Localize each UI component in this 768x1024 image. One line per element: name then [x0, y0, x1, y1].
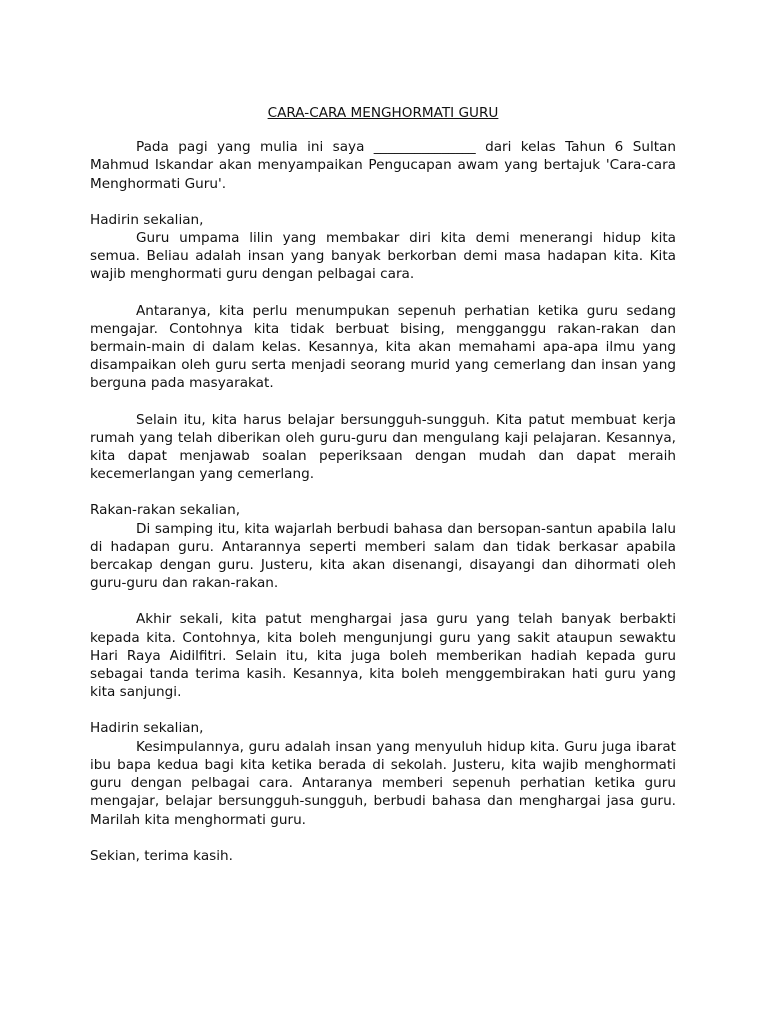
document-page [90, 104, 676, 865]
paragraph-7: Kesimpulannya, guru adalah insan yang menyuluh hidup kita. Guru juga ibarat ibu bapa kedua bagi kita ketika berada di sekolah. Justeru, kita wajib menghormati guru dengan pelbagai cara. Antaranya memberi sepenuh perhatian ketika guru mengajar, belajar bersungguh-sungguh, berbudi bahasa dan menghargai jasa guru. Marilah kita menghormati guru. [90, 738, 676, 828]
paragraph-4: Selain itu, kita harus belajar bersungguh-sungguh. Kita patut membuat kerja rumah yang telah diberikan oleh guru-guru dan mengulang kaji pelajaran. Kesannya, kita dapat menjawab soalan peperiksaan dengan mudah dan dapat meraih kecemerlangan yang cemerlang. [90, 411, 676, 483]
greeting-2: Rakan-rakan sekalian, [90, 502, 241, 519]
paragraph-3: Antaranya, kita perlu menumpukan sepenuh perhatian ketika guru sedang mengajar. Contohnya kita tidak berbuat bising, mengganggu rakan-rakan dan bermain-main di dalam kelas. Kesannya, kita akan memahami apa-apa ilmu yang disampaikan oleh guru serta menjadi seorang murid yang cemerlang dan insan yang berguna pada masyarakat. [90, 302, 676, 392]
greeting-3: Hadirin sekalian, [90, 720, 204, 737]
closing-line: Sekian, terima kasih. [90, 847, 233, 864]
paragraph-6: Akhir sekali, kita patut menghargai jasa guru yang telah banyak berbakti kepada kita. Contohnya, kita boleh mengunjungi guru yang sakit ataupun sewaktu Hari Raya Aidilfitri. Selain itu, kita juga boleh memberikan hadiah kepada guru sebagai tanda terima kasih. Kesannya, kita boleh menggembirakan hati guru yang kita sanjungi. [90, 611, 676, 701]
intro-paragraph: Pada pagi yang mulia ini saya _______________ dari kelas Tahun 6 Sultan Mahmud Iskandar akan menyampaikan Pengucapan awam yang bertajuk 'Cara-cara Menghormati Guru'. [90, 139, 676, 192]
paragraph-2: Guru umpama lilin yang membakar diri kita demi menerangi hidup kita semua. Beliau adalah insan yang banyak berkorban demi masa hadapan kita. Kita wajib menghormati guru dengan pelbagai cara. [90, 230, 676, 283]
document-title: CARA-CARA MENGHORMATI GURU [267, 105, 499, 121]
paragraph-5: Di samping itu, kita wajarlah berbudi bahasa dan bersopan-santun apabila lalu di hadapan guru. Antarannya seperti memberi salam dan tidak berkasar apabila bercakap dengan guru. Justeru, kita akan disenangi, disayangi dan dihormati oleh guru-guru dan rakan-rakan. [90, 520, 676, 592]
greeting-1: Hadirin sekalian, [90, 211, 204, 228]
